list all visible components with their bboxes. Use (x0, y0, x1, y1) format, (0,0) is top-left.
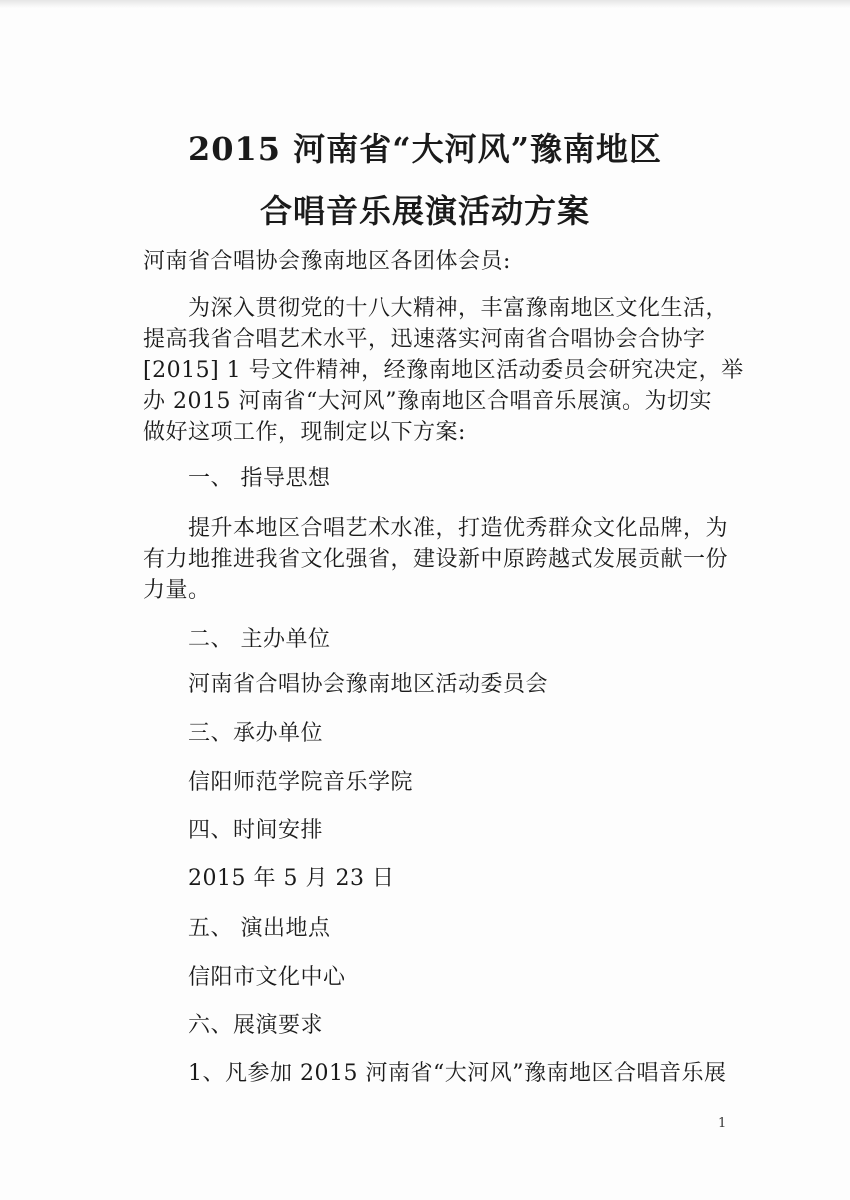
document-title-line2: 合唱音乐展演活动方案 (259, 192, 590, 230)
section-heading: 一、 指导思想 (188, 466, 331, 491)
section-body-line: 有力地推进我省文化强省，建设新中原跨越式发展贡献一份 (143, 547, 729, 572)
section-body-line: 力量。 (143, 578, 211, 603)
intro-line: 办 2015 河南省“大河风”豫南地区合唱音乐展演。为切实 (143, 389, 712, 414)
scan-edge (0, 0, 850, 8)
intro-line: [2015] 1 号文件精神，经豫南地区活动委员会研究决定，举 (143, 358, 744, 383)
document-title-line1: 2015 河南省“大河风”豫南地区 (187, 130, 663, 168)
section-heading: 五、 演出地点 (188, 916, 331, 941)
section-heading: 三、承办单位 (188, 721, 324, 746)
section-body-line: 信阳市文化中心 (188, 965, 346, 990)
page-number: 1 (718, 1116, 727, 1131)
intro-line: 做好这项工作，现制定以下方案: (143, 420, 466, 445)
section-heading: 六、展演要求 (188, 1013, 324, 1038)
section-body-line: 信阳师范学院音乐学院 (188, 770, 414, 795)
section-body-line: 提升本地区合唱艺术水准，打造优秀群众文化品牌，为 (188, 516, 729, 541)
intro-line: 为深入贯彻党的十八大精神，丰富豫南地区文化生活， (188, 296, 729, 321)
intro-line: 提高我省合唱艺术水平，迅速落实河南省合唱协会合协字 (143, 327, 706, 352)
section-body-line: 1、凡参加 2015 河南省“大河风”豫南地区合唱音乐展 (188, 1061, 727, 1086)
section-body-line: 2015 年 5 月 23 日 (188, 866, 395, 891)
salutation: 河南省合唱协会豫南地区各团体会员: (143, 249, 511, 274)
section-heading: 四、时间安排 (188, 818, 324, 843)
section-body-line: 河南省合唱协会豫南地区活动委员会 (188, 672, 549, 697)
section-heading: 二、 主办单位 (188, 627, 331, 652)
